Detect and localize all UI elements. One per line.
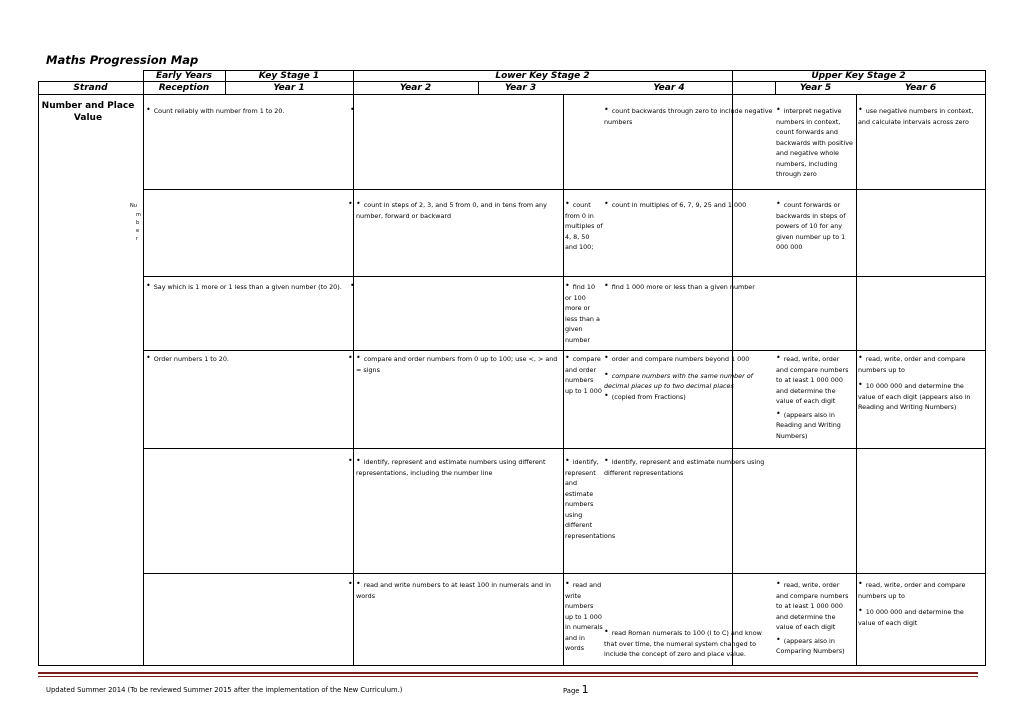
row6-year5: • read, write, order and compare numbers to at least 1 000 000 and determine the value of each digit • (appears also in Comparing Numbers): [776, 579, 849, 655]
bullet-icon: •: [858, 380, 863, 389]
bullet-icon: •: [858, 353, 863, 362]
progression-table: [38, 70, 986, 665]
bullet-icon: •: [146, 105, 151, 114]
bullet-icon: •: [146, 281, 151, 290]
row4-year2: • compare and order numbers from 0 up to 100; use <, > and = signs: [356, 353, 558, 374]
cutoff-label: b: [136, 220, 140, 226]
bullet-icon: •: [356, 199, 361, 208]
bullet-icon: •: [776, 199, 781, 208]
bullet-icon: •: [565, 353, 570, 362]
bullet-icon: •: [776, 634, 781, 644]
bullet-icon: •: [356, 579, 361, 588]
bullet-icon: •: [776, 353, 781, 362]
row3-reception: • Say which is 1 more or 1 less than a given number (to 20).: [146, 281, 342, 291]
row5-year2: • identify, represent and estimate numbers using different representations, including the number line: [356, 456, 546, 477]
row6-year6: • read, write, order and compare numbers up to • 10 000 000 and determine the value of each digit: [858, 579, 966, 627]
row6-year4: • read Roman numerals to 100 (I to C) and know that over time, the numeral system changed to include the concept of zero and place value.: [604, 627, 762, 658]
row3-year4: • find 1 000 more or less than a given number: [604, 281, 755, 291]
row4-year4: • order and compare numbers beyond 1 000 • compare numbers with the same number of decimal places up to two decimal places • (copied from Fractions): [604, 353, 753, 401]
bullet-icon: •: [565, 281, 570, 290]
stage-upper-key-stage-2: Upper Key Stage 2: [811, 71, 906, 81]
column-reception: Reception: [158, 83, 210, 93]
cutoff-label: r: [136, 236, 139, 242]
page-title: Maths Progression Map: [46, 53, 199, 67]
bullet-icon: •: [565, 199, 570, 208]
bullet-icon: •: [604, 369, 609, 379]
column-strand: Strand: [73, 83, 108, 93]
row2-year4: • count in multiples of 6, 7, 9, 25 and 1 000: [604, 199, 747, 209]
bullet-icon: •: [604, 456, 609, 465]
row1-year6: • use negative numbers in context, and calculate intervals across zero: [858, 105, 974, 126]
row6-year3: • read and write numbers up to 1 000 in numerals and in words: [565, 579, 603, 652]
stage-early-years: Early Years: [155, 71, 213, 81]
row4-year6: • read, write, order and compare numbers up to • 10 000 000 and determine the value of each digit (appears also in Reading and Writing Numbers): [858, 353, 971, 411]
row3-year3: • find 10 or 100 more or less than a given number: [565, 281, 600, 344]
bullet-icon: •: [565, 579, 570, 588]
row1-year5: • interpret negative numbers in context, count forwards and backwards with positive and negative whole numbers, including through zero: [776, 105, 853, 178]
row2-year5: • count forwards or backwards in steps of powers of 10 for any given number up to 1 000 000: [776, 199, 846, 251]
row1-year4: • count backwards through zero to include negative numbers: [604, 105, 773, 126]
cutoff-label: e: [136, 228, 140, 234]
bullet-icon: •: [858, 105, 863, 114]
bullet-icon: •: [776, 105, 781, 114]
row5-year4: • identify, represent and estimate numbers using different representations: [604, 456, 765, 477]
column-year3: Year 3: [504, 83, 537, 93]
column-year1: Year 1: [273, 83, 305, 93]
bullet-icon: •: [348, 579, 353, 588]
page-number-value: 1: [581, 683, 589, 696]
row1-year1-bullet: [350, 106, 358, 117]
bullet-icon: •: [604, 390, 609, 400]
bullet-icon: •: [350, 105, 355, 114]
bullet-icon: •: [858, 579, 863, 588]
bullet-icon: •: [776, 408, 781, 418]
row2-year2: • count in steps of 2, 3, and 5 from 0, and in tens from any number, forward or backward: [356, 199, 547, 220]
cutoff-label: m: [136, 212, 141, 218]
cutoff-label: Nu: [130, 203, 137, 209]
bullet-icon: •: [604, 353, 609, 362]
row3-year1-bullet: [350, 282, 358, 293]
column-year2: Year 2: [399, 83, 432, 93]
bullet-icon: •: [604, 627, 609, 636]
bullet-icon: •: [348, 456, 353, 465]
bullet-icon: •: [350, 281, 355, 290]
page-number: [563, 683, 589, 696]
bullet-icon: •: [146, 353, 151, 362]
stage-lower-key-stage-2: Lower Key Stage 2: [495, 71, 590, 81]
bullet-icon: •: [348, 353, 353, 362]
row5-year3: • identify, represent and estimate numbers using different representations: [565, 456, 616, 540]
row4-year3: • compare and order numbers up to 1 000: [565, 353, 602, 395]
column-year5: Year 5: [799, 83, 832, 93]
footer-note: Updated Summer 2014 (To be reviewed Summer 2015 after the implementation of the New Curriculum.): [46, 686, 403, 694]
bullet-icon: •: [604, 199, 609, 208]
bullet-icon: •: [604, 105, 609, 114]
row2-year3: • count from 0 in multiples of 4, 8, 50 and 100;: [565, 199, 603, 251]
footer-divider: [38, 672, 978, 674]
bullet-icon: •: [348, 199, 353, 208]
bullet-icon: •: [858, 606, 863, 615]
row4-year5: • read, write, order and compare numbers to at least 1 000 000 and determine the value of each digit • (appears also in Reading and Writing Numbers): [776, 353, 849, 440]
footer-divider-thin: [38, 676, 978, 677]
strand-label: Number and Place Value: [41, 101, 135, 123]
column-year6: Year 6: [904, 83, 937, 93]
column-year4: Year 4: [653, 83, 685, 93]
bullet-icon: •: [776, 579, 781, 588]
row4-reception: • Order numbers 1 to 20.: [146, 353, 229, 363]
bullet-icon: •: [565, 456, 570, 465]
row6-year2: • read and write numbers to at least 100 in numerals and in words: [356, 579, 551, 600]
bullet-icon: •: [604, 281, 609, 290]
page-label: Page: [563, 687, 580, 695]
bullet-icon: •: [356, 456, 361, 465]
bullet-icon: •: [356, 353, 361, 362]
stage-key-stage-1: Key Stage 1: [258, 71, 320, 81]
row1-reception: • Count reliably with number from 1 to 20.: [146, 105, 285, 115]
